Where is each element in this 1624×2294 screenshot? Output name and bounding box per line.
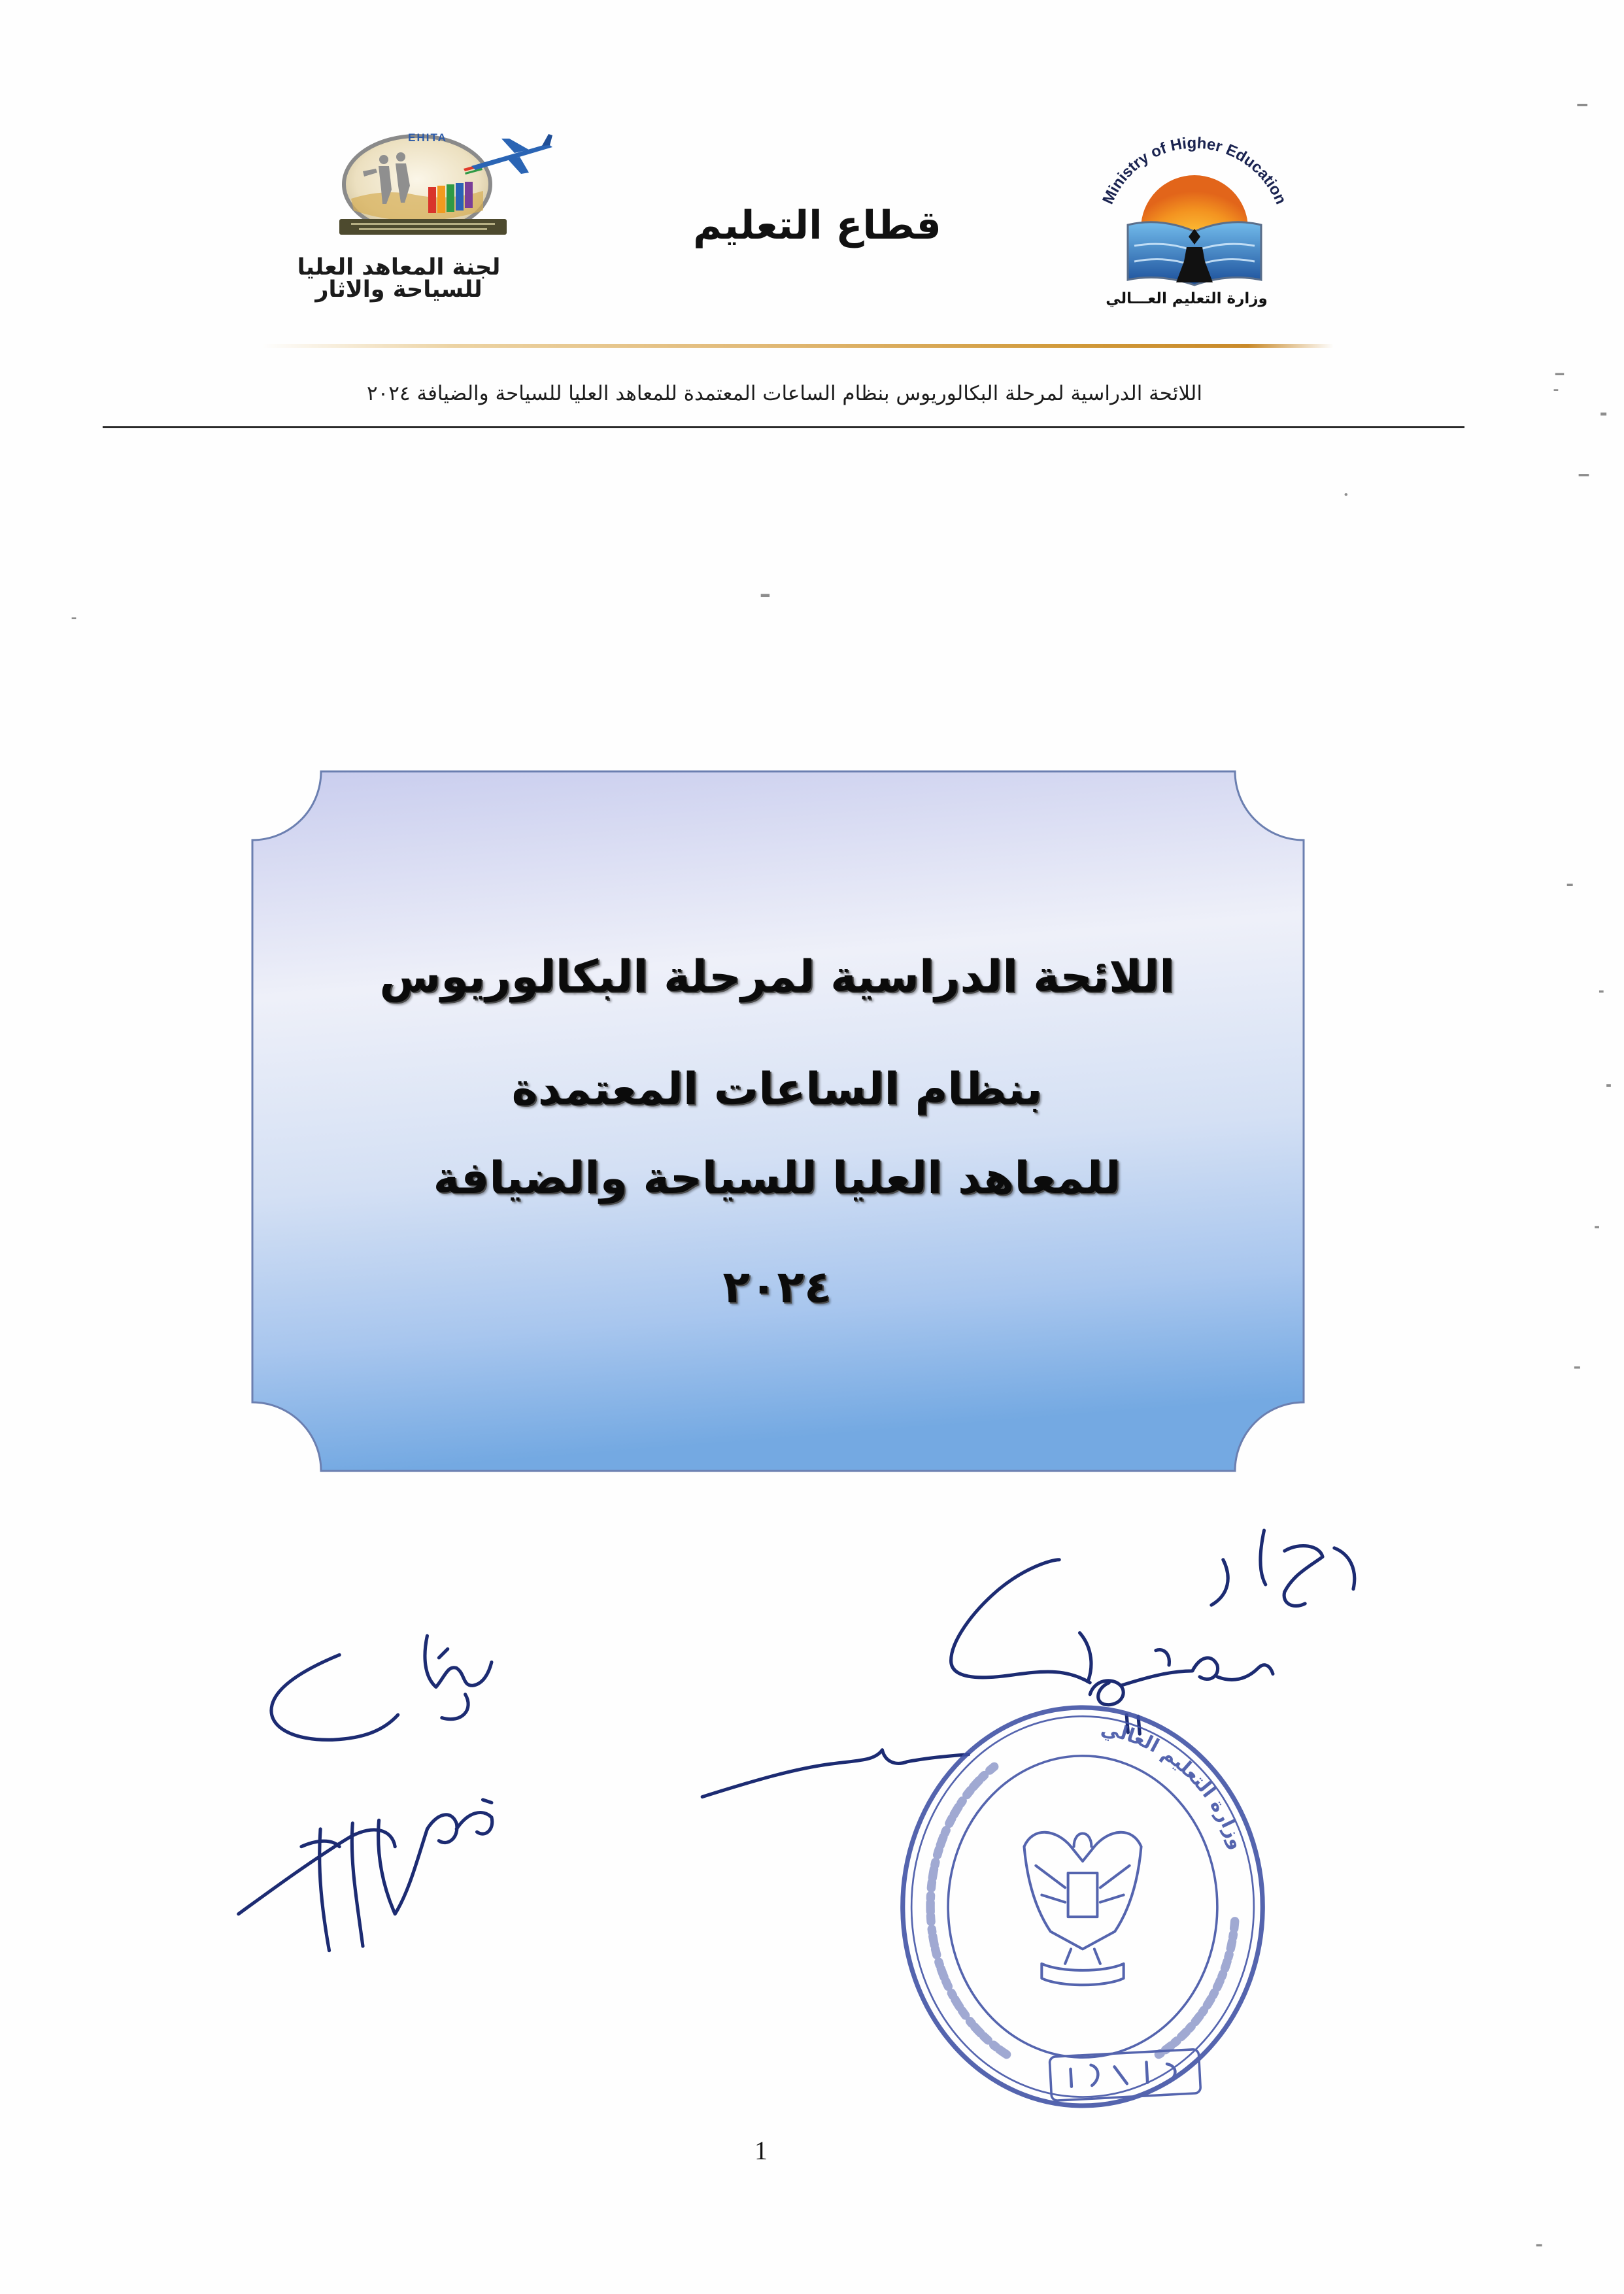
committee-logo-mark: EHITA bbox=[408, 131, 447, 144]
cover-title-line2: بنظام الساعات المعتمدة bbox=[511, 1064, 1043, 1115]
cover-title-line3: للمعاهد العليا للسياحة والضيافة bbox=[433, 1153, 1121, 1204]
sector-title: قطاع التعليم bbox=[693, 203, 941, 248]
cover-year: ٢٠٢٤ bbox=[722, 1262, 832, 1313]
stamp-outer-ring bbox=[903, 1708, 1263, 2106]
signatures-area bbox=[0, 1463, 1624, 2136]
signature-top-right bbox=[1211, 1530, 1355, 1606]
signature-left-lower bbox=[239, 1800, 492, 1951]
ministry-arc-text-path: Ministry of Higher Education bbox=[1099, 134, 1290, 207]
eagle-emblem-icon bbox=[1024, 1832, 1141, 1985]
header-gold-rule bbox=[262, 344, 1334, 348]
official-stamp bbox=[903, 1708, 1263, 2106]
ministry-logo-caption: وزارة التعليم العـــالي bbox=[1106, 290, 1268, 307]
stamp-inner-ring bbox=[948, 1756, 1217, 2057]
committee-logo bbox=[324, 126, 559, 242]
emblem-banner bbox=[339, 219, 507, 235]
page-number: 1 bbox=[754, 2136, 768, 2165]
committee-name-line2: للسياحة والاثار bbox=[315, 277, 482, 303]
ministry-logo bbox=[1082, 131, 1301, 291]
header-divider bbox=[103, 426, 1464, 428]
cover-panel-shape bbox=[252, 771, 1304, 1471]
running-title: اللائحة الدراسية لمرحلة البكالوريوس بنظام الساعات المعتمدة للمعاهد العليا للسياحة والضيافة ٢٠٢٤ bbox=[367, 382, 1202, 405]
committee-name-line1: لجنة المعاهد العليا bbox=[297, 254, 501, 280]
signature-left-upper bbox=[271, 1636, 492, 1740]
cover-title-line1: اللائحة الدراسية لمرحلة البكالوريوس bbox=[379, 951, 1175, 1003]
stamp-lettering-path: وزارة التعليم العالي bbox=[1099, 1717, 1249, 1853]
cover-title-panel bbox=[247, 764, 1309, 1479]
